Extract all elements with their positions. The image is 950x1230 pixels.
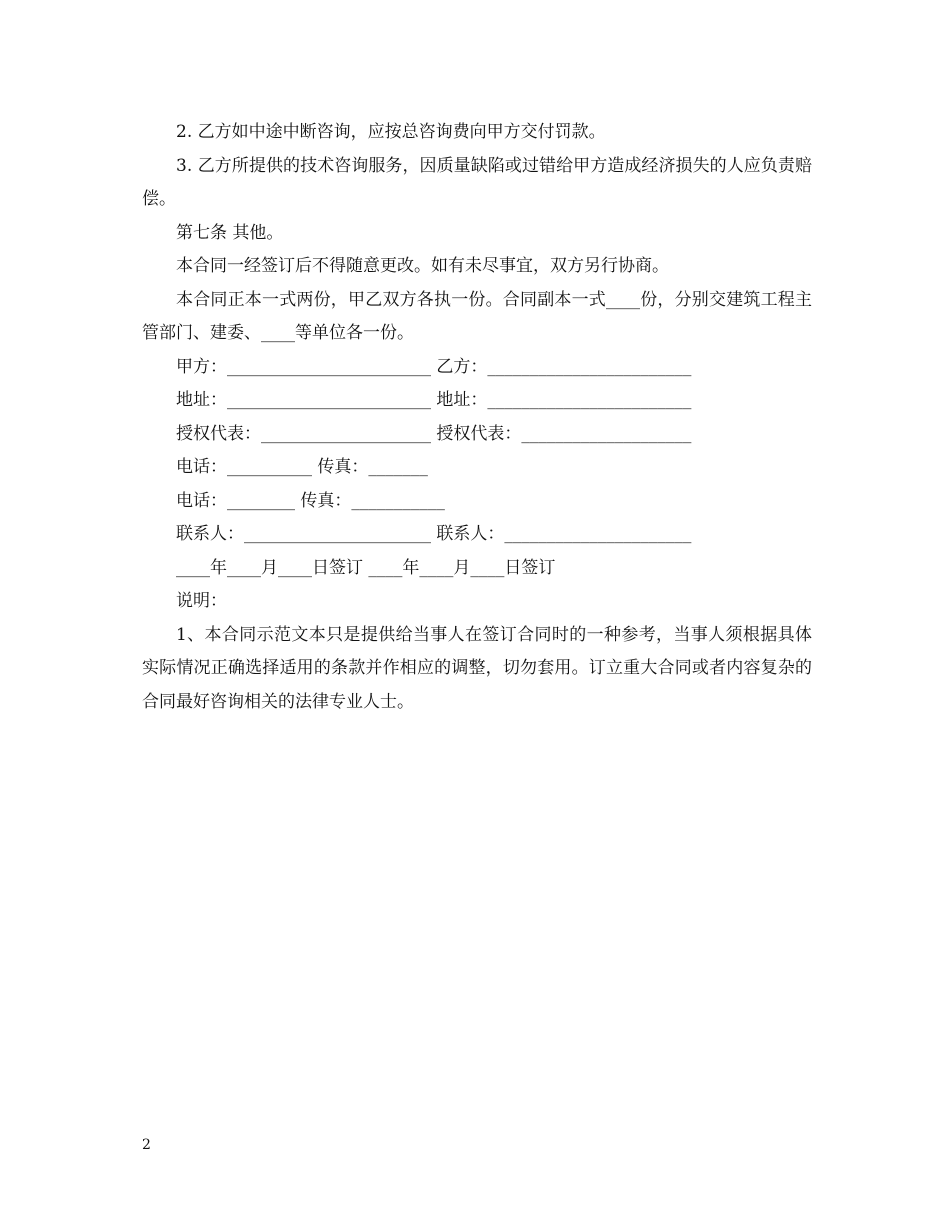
phone-fax-line-2: 电话：________ 传真：___________ <box>176 490 445 511</box>
note-paragraph-1: 1、本合同示范文本只是提供给当事人在签订合同时的一种参考，当事人须根据具体实际情况正确选择适用的条款并作相应的调整，切勿套用。订立重大合同或者内容复杂的合同最好咨询相关的法律专业人士。 <box>142 624 812 712</box>
clause-paragraph-2: 2. 乙方如中途中断咨询，应按总咨询费向甲方交付罚款。 <box>176 122 606 142</box>
article-seven-heading: 第七条 其他。 <box>176 222 284 243</box>
signing-date-line: ____年____月____日签订 ____年____月____日签订 <box>176 557 556 578</box>
address-line: 地址：________________________ 地址：________________________ <box>176 390 692 410</box>
amendment-paragraph: 本合同一经签订后不得随意更改。如有未尽事宜，双方另行协商。 <box>176 256 669 276</box>
representative-line: 授权代表：____________________ 授权代表：____________________ <box>176 423 692 444</box>
clause-paragraph-3: 3. 乙方所提供的技术咨询服务，因质量缺陷或过错给甲方造成经济损失的人应负责赔偿。 <box>142 155 812 209</box>
notes-label: 说明： <box>176 591 227 611</box>
copies-paragraph: 本合同正本一式两份，甲乙双方各执一份。合同副本一式____份，分别交建筑工程主管部门、建委、____等单位各一份。 <box>142 289 812 343</box>
phone-fax-line-1: 电话：__________ 传真：_______ <box>176 457 428 477</box>
party-line: 甲方：________________________ 乙方：________________________ <box>176 356 692 377</box>
document-body <box>142 116 812 719</box>
contact-line: 联系人：______________________ 联系人：______________________ <box>176 524 692 544</box>
page-number: 2 <box>142 1137 151 1153</box>
